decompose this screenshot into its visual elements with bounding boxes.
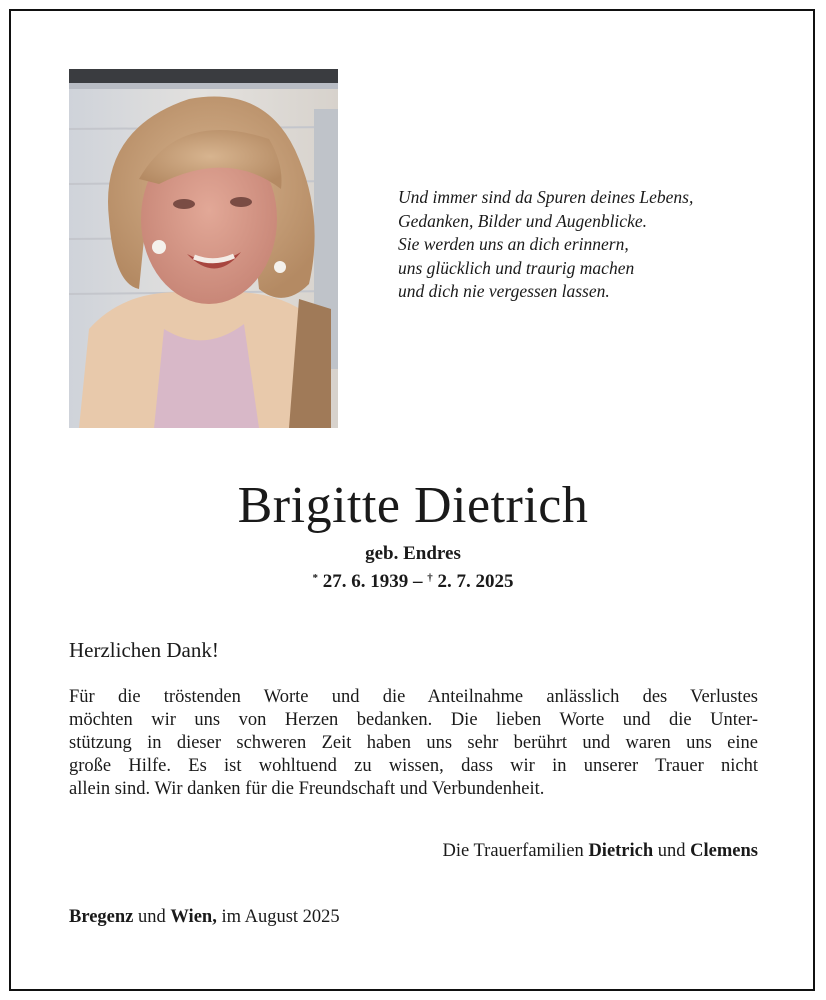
poem-line: und dich nie vergessen lassen. [398, 281, 610, 301]
death-symbol: † [427, 572, 433, 584]
city-2: Wien, [170, 907, 217, 927]
portrait-photo [69, 69, 338, 428]
family-name-2: Clemens [690, 841, 758, 861]
place-conjunction: und [138, 907, 166, 927]
life-dates [0, 566, 826, 594]
poem-line: Gedanken, Bilder und Augenblicke. [398, 210, 647, 231]
place-and-date [69, 905, 340, 929]
poem-line: Sie werden uns an dich erinnern, [398, 234, 629, 254]
thanks-heading: Herzlichen Dank! [69, 638, 219, 662]
message-line: stützung in dieser schweren Zeit haben uns sehr berührt und waren uns eine [69, 733, 758, 753]
poem-line: uns glücklich und traurig machen [398, 257, 635, 278]
publication-date: im August 2025 [221, 907, 340, 927]
birth-date: 27. 6. 1939 [322, 571, 409, 592]
poem-line: Und immer sind da Spuren deines Lebens, [398, 187, 694, 207]
date-separator: – [413, 571, 423, 592]
deceased-name: Brigitte Dietrich [237, 477, 589, 534]
family-signature [443, 839, 758, 863]
thanks-message [69, 686, 758, 801]
message-line: allein sind. Wir danken für die Freundschaft und Verbundenheit. [69, 779, 545, 799]
city-1: Bregenz [69, 907, 134, 927]
maiden-name: geb. Endres [365, 543, 461, 564]
death-date: 2. 7. 2025 [437, 571, 514, 592]
message-line: möchten wir uns von Herzen bedanken. Die lieben Worte und die Unter- [69, 710, 758, 730]
message-line: große Hilfe. Es ist wohltuend zu wissen, dass wir in unserer Trauer nicht [69, 756, 758, 776]
poem [398, 186, 798, 304]
signature-conjunction: und [657, 841, 686, 861]
signature-prefix: Die Trauerfamilien [442, 841, 584, 861]
message-line: Für die tröstenden Worte und die Anteilnahme anlässlich des Verlustes [69, 687, 758, 707]
family-name-1: Dietrich [588, 841, 654, 861]
birth-symbol: * [312, 572, 318, 584]
